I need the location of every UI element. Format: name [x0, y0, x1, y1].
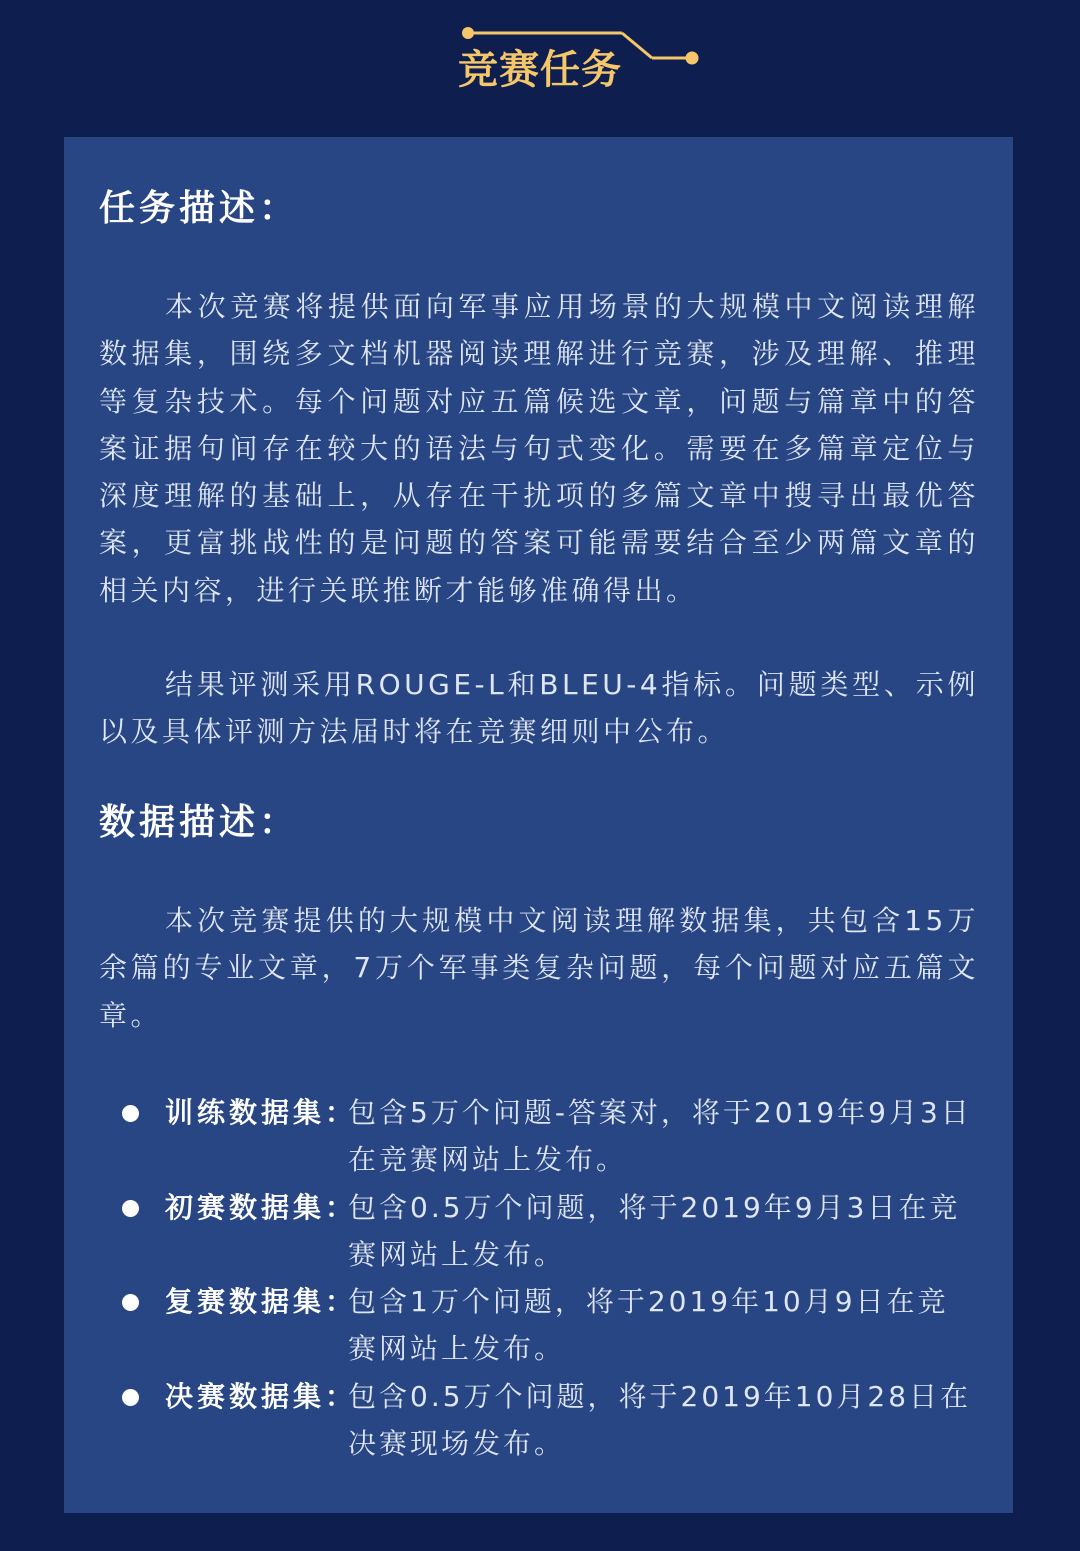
dataset-text: 包含5万个问题-答案对，将于2019年9月3日在竞赛网站上发布。	[348, 1096, 972, 1177]
dataset-text: 包含0.5万个问题，将于2019年10月28日在决赛现场发布。	[348, 1379, 972, 1461]
dataset-text: 包含1万个问题，将于2019年10月9日在竞赛网站上发布。	[348, 1285, 949, 1366]
dataset-label: 决赛数据集：	[165, 1379, 358, 1413]
page-title: 竞赛任务	[458, 47, 622, 93]
bullet-icon	[122, 1389, 139, 1406]
data-intro-paragraph: 本次竞赛提供的大规模中文阅读理解数据集，共包含15万余篇的专业文章，7万个军事类复杂问题，每个问题对应五篇文章。	[99, 904, 979, 1032]
list-item	[64, 1373, 1013, 1468]
content-card	[64, 137, 1013, 1513]
task-description-heading: 任务描述：	[99, 188, 300, 229]
task-description-paragraph: 本次竞赛将提供面向军事应用场景的大规模中文阅读理解数据集，围绕多文档机器阅读理解进行竞赛，涉及理解、推理等复杂技术。每个问题对应五篇候选文章，问题与篇章中的答案证据句间存在较大的语法与句式变化。需要在多篇章定位与深度理解的基础上，从存在干扰项的多篇文章中搜寻出最优答案，更富挑战性的是问题的答案可能需要结合至少两篇文章的相关内容，进行关联推断才能够准确得出。	[99, 290, 979, 607]
dataset-text: 包含0.5万个问题，将于2019年9月3日在竞赛网站上发布。	[348, 1190, 961, 1271]
list-item	[64, 1278, 1013, 1373]
bullet-icon	[122, 1105, 139, 1122]
dataset-label: 训练数据集：	[165, 1096, 358, 1129]
list-item	[64, 1089, 1013, 1184]
bullet-icon	[122, 1200, 139, 1217]
bullet-icon	[122, 1294, 139, 1311]
dataset-list	[64, 1089, 1013, 1467]
evaluation-paragraph: 结果评测采用ROUGE-L和BLEU-4指标。问题类型、示例以及具体评测方法届时将在竞赛细则中公布。	[99, 668, 979, 749]
list-item	[64, 1184, 1013, 1279]
dataset-label: 复赛数据集：	[165, 1285, 358, 1319]
data-description-heading: 数据描述：	[99, 802, 300, 843]
section-header	[0, 0, 1080, 137]
dataset-label: 初赛数据集：	[165, 1190, 358, 1224]
